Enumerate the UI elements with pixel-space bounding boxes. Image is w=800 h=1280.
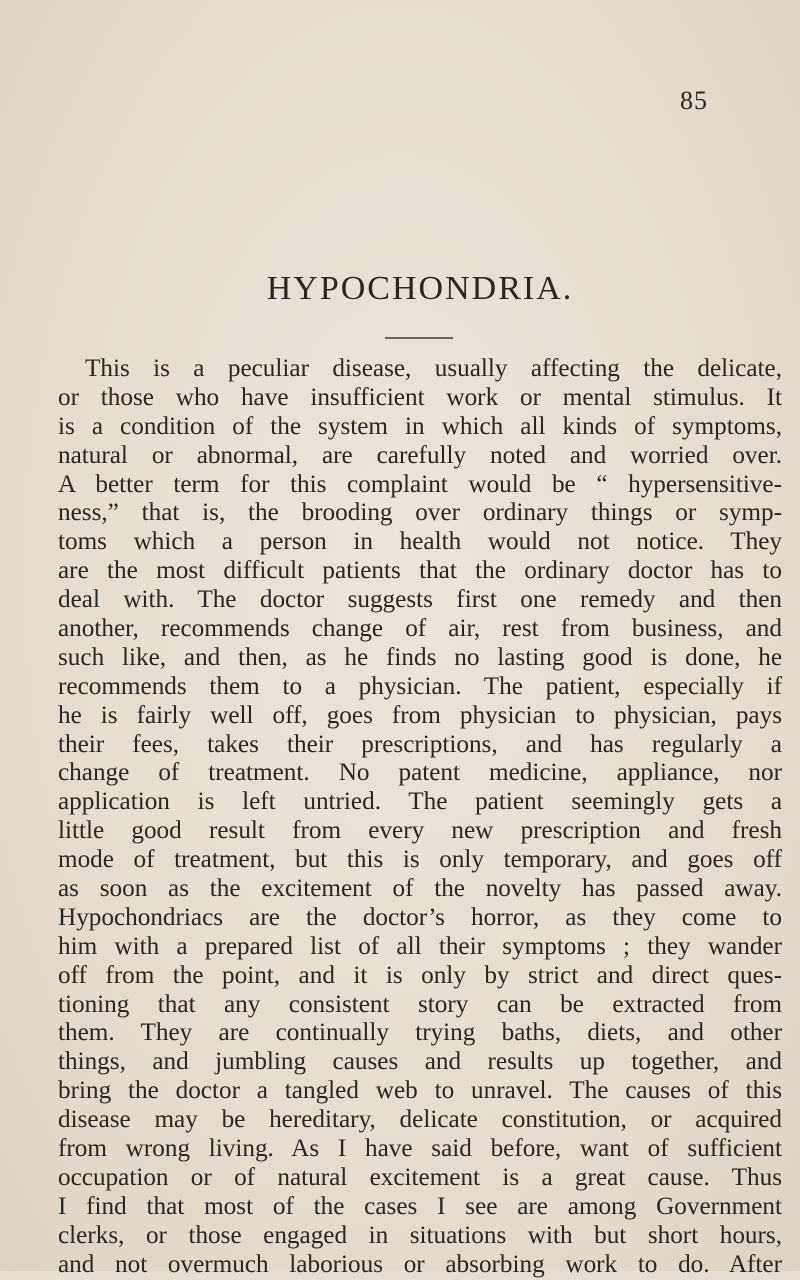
text-line: mode of treatment, but this is only temporary, and goes off [58, 846, 782, 874]
text-line: application is left untried. The patient seemingly gets a [58, 788, 782, 816]
text-line: things, and jumbling causes and results up together, and [58, 1048, 782, 1076]
text-line: occupation or of natural excitement is a great cause. Thus [58, 1163, 782, 1191]
text-line: is a condition of the system in which all kinds of symptoms, [58, 412, 782, 440]
text-line: ness,” that is, the brooding over ordinary things or symp- [58, 499, 782, 527]
text-line: disease may be hereditary, delicate constitution, or acquired [58, 1106, 782, 1134]
body-text [58, 355, 782, 1280]
text-line: bring the doctor a tangled web to unravel. The causes of this [58, 1077, 782, 1105]
text-line: I find that most of the cases I see are among Government [58, 1192, 782, 1220]
text-line: from wrong living. As I have said before, want of sufficient [58, 1135, 782, 1163]
text-line: tioning that any consistent story can be extracted from [58, 990, 782, 1018]
text-line: little good result from every new prescription and fresh [58, 817, 782, 845]
text-line: him with a prepared list of all their symptoms ; they wander [58, 932, 782, 960]
text-line: deal with. The doctor suggests first one remedy and then [58, 586, 782, 614]
text-line: are the most difficult patients that the ordinary doctor has to [58, 557, 782, 585]
text-line: as soon as the excitement of the novelty has passed away. [58, 875, 782, 903]
text-line: another, recommends change of air, rest from business, and [58, 615, 782, 643]
text-line: This is a peculiar disease, usually affecting the delicate, [85, 355, 782, 382]
text-line: Hypochondriacs are the doctor’s horror, as they come to [58, 903, 782, 931]
heading-rule [385, 337, 453, 339]
text-line: A better term for this complaint would be “ hypersensitive- [58, 470, 782, 498]
text-line: them. They are continually trying baths, diets, and other [58, 1019, 782, 1047]
text-line: recommends them to a physician. The patient, especially if [58, 672, 782, 700]
chapter-heading: HYPOCHONDRIA. [266, 270, 574, 307]
text-line: and not overmuch laborious or absorbing work to do. After [58, 1250, 782, 1278]
text-line: he is fairly well off, goes from physician to physician, pays [58, 701, 782, 729]
text-line: their fees, takes their prescriptions, and has regularly a [58, 730, 782, 758]
page-number: 85 [680, 86, 708, 115]
text-line: such like, and then, as he finds no lasting good is done, he [58, 643, 782, 671]
text-line: toms which a person in health would not notice. They [58, 528, 782, 556]
text-line: natural or abnormal, are carefully noted and worried over. [58, 441, 782, 469]
text-line: or those who have insufficient work or mental stimulus. It [58, 383, 782, 411]
text-line: change of treatment. No patent medicine, appliance, nor [58, 759, 782, 787]
text-line: clerks, or those engaged in situations with but short hours, [58, 1221, 782, 1249]
text-line: off from the point, and it is only by strict and direct ques- [58, 961, 782, 989]
